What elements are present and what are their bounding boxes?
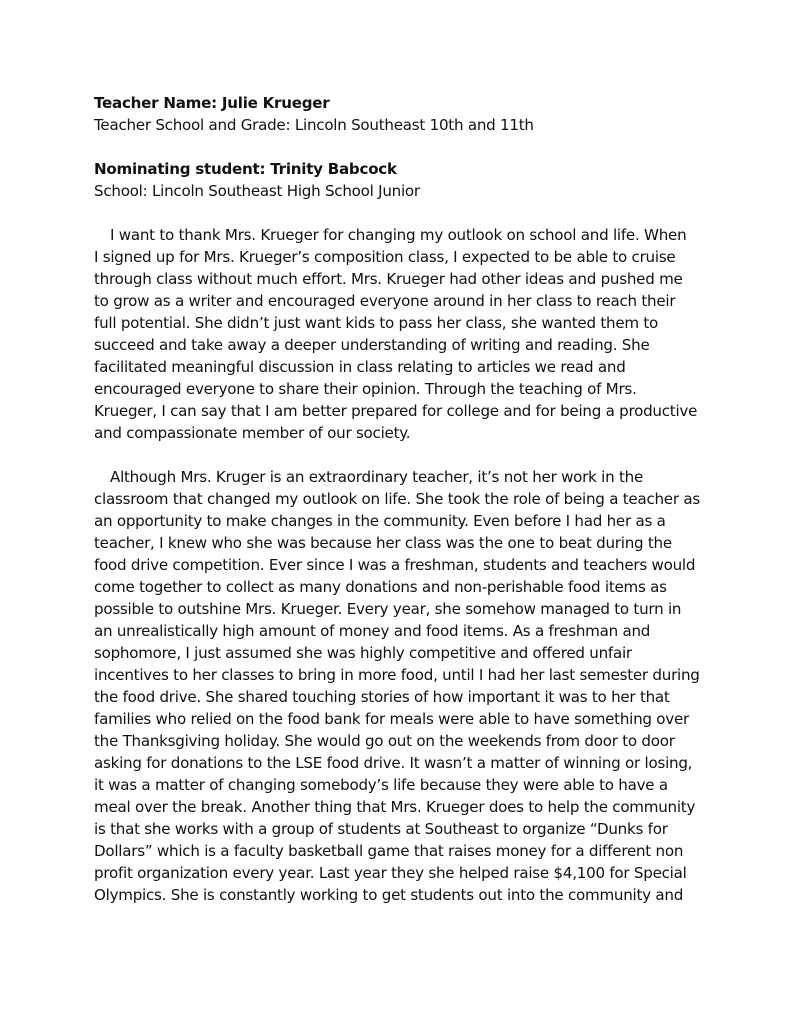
paragraph-2 [94,466,706,906]
paragraph-line: I want to thank Mrs. Krueger for changing my outlook on school and life. When [110,226,687,244]
document-page [94,92,706,906]
spacer [94,444,706,466]
paragraph-line: sophomore, I just assumed she was highly competitive and offered unfair [94,644,632,662]
teacher-info [94,92,706,136]
spacer [94,202,706,224]
student-school: School: Lincoln Southeast High School Junior [94,182,420,200]
paragraph-line: Olympics. She is constantly working to get students out into the community and [94,886,684,904]
student-info [94,158,706,202]
paragraph-line: to grow as a writer and encouraged everyone around in her class to reach their [94,292,676,310]
teacher-name: Teacher Name: Julie Krueger [94,94,330,112]
paragraph-line: an unrealistically high amount of money and food items. As a freshman and [94,622,651,640]
teacher-school: Teacher School and Grade: Lincoln Southeast 10th and 11th [94,116,534,134]
paragraph-1 [94,224,706,444]
paragraph-line: teacher, I knew who she was because her class was the one to beat during the [94,534,672,552]
spacer [94,136,706,158]
paragraph-line: facilitated meaningful discussion in class relating to articles we read and [94,358,626,376]
paragraph-line: I signed up for Mrs. Krueger’s composition class, I expected to be able to cruise [94,248,676,266]
paragraph-line: classroom that changed my outlook on life. She took the role of being a teacher as [94,490,700,508]
paragraph-line: meal over the break. Another thing that Mrs. Krueger does to help the community [94,798,696,816]
paragraph-line: succeed and take away a deeper understanding of writing and reading. She [94,336,650,354]
paragraph-line: and compassionate member of our society. [94,424,411,442]
paragraph-line: Krueger, I can say that I am better prepared for college and for being a productive [94,402,698,420]
paragraph-line: food drive competition. Ever since I was a freshman, students and teachers would [94,556,696,574]
paragraph-line: is that she works with a group of students at Southeast to organize “Dunks for [94,820,668,838]
paragraph-line: the food drive. She shared touching stories of how important it was to her that [94,688,670,706]
paragraph-line: Although Mrs. Kruger is an extraordinary teacher, it’s not her work in the [110,468,643,486]
paragraph-line: an opportunity to make changes in the community. Even before I had her as a [94,512,666,530]
nominating-student: Nominating student: Trinity Babcock [94,160,397,178]
paragraph-line: through class without much effort. Mrs. Krueger had other ideas and pushed me [94,270,683,288]
paragraph-line: Dollars” which is a faculty basketball game that raises money for a different non [94,842,684,860]
paragraph-line: incentives to her classes to bring in more food, until I had her last semester during [94,666,700,684]
paragraph-line: possible to outshine Mrs. Krueger. Every year, she somehow managed to turn in [94,600,682,618]
paragraph-line: it was a matter of changing somebody’s life because they were able to have a [94,776,668,794]
paragraph-line: encouraged everyone to share their opinion. Through the teaching of Mrs. [94,380,637,398]
paragraph-line: asking for donations to the LSE food drive. It wasn’t a matter of winning or losing, [94,754,693,772]
paragraph-line: the Thanksgiving holiday. She would go out on the weekends from door to door [94,732,675,750]
paragraph-line: full potential. She didn’t just want kids to pass her class, she wanted them to [94,314,659,332]
paragraph-line: families who relied on the food bank for meals were able to have something over [94,710,689,728]
paragraph-line: profit organization every year. Last year they she helped raise $4,100 for Special [94,864,687,882]
paragraph-line: come together to collect as many donations and non-perishable food items as [94,578,667,596]
